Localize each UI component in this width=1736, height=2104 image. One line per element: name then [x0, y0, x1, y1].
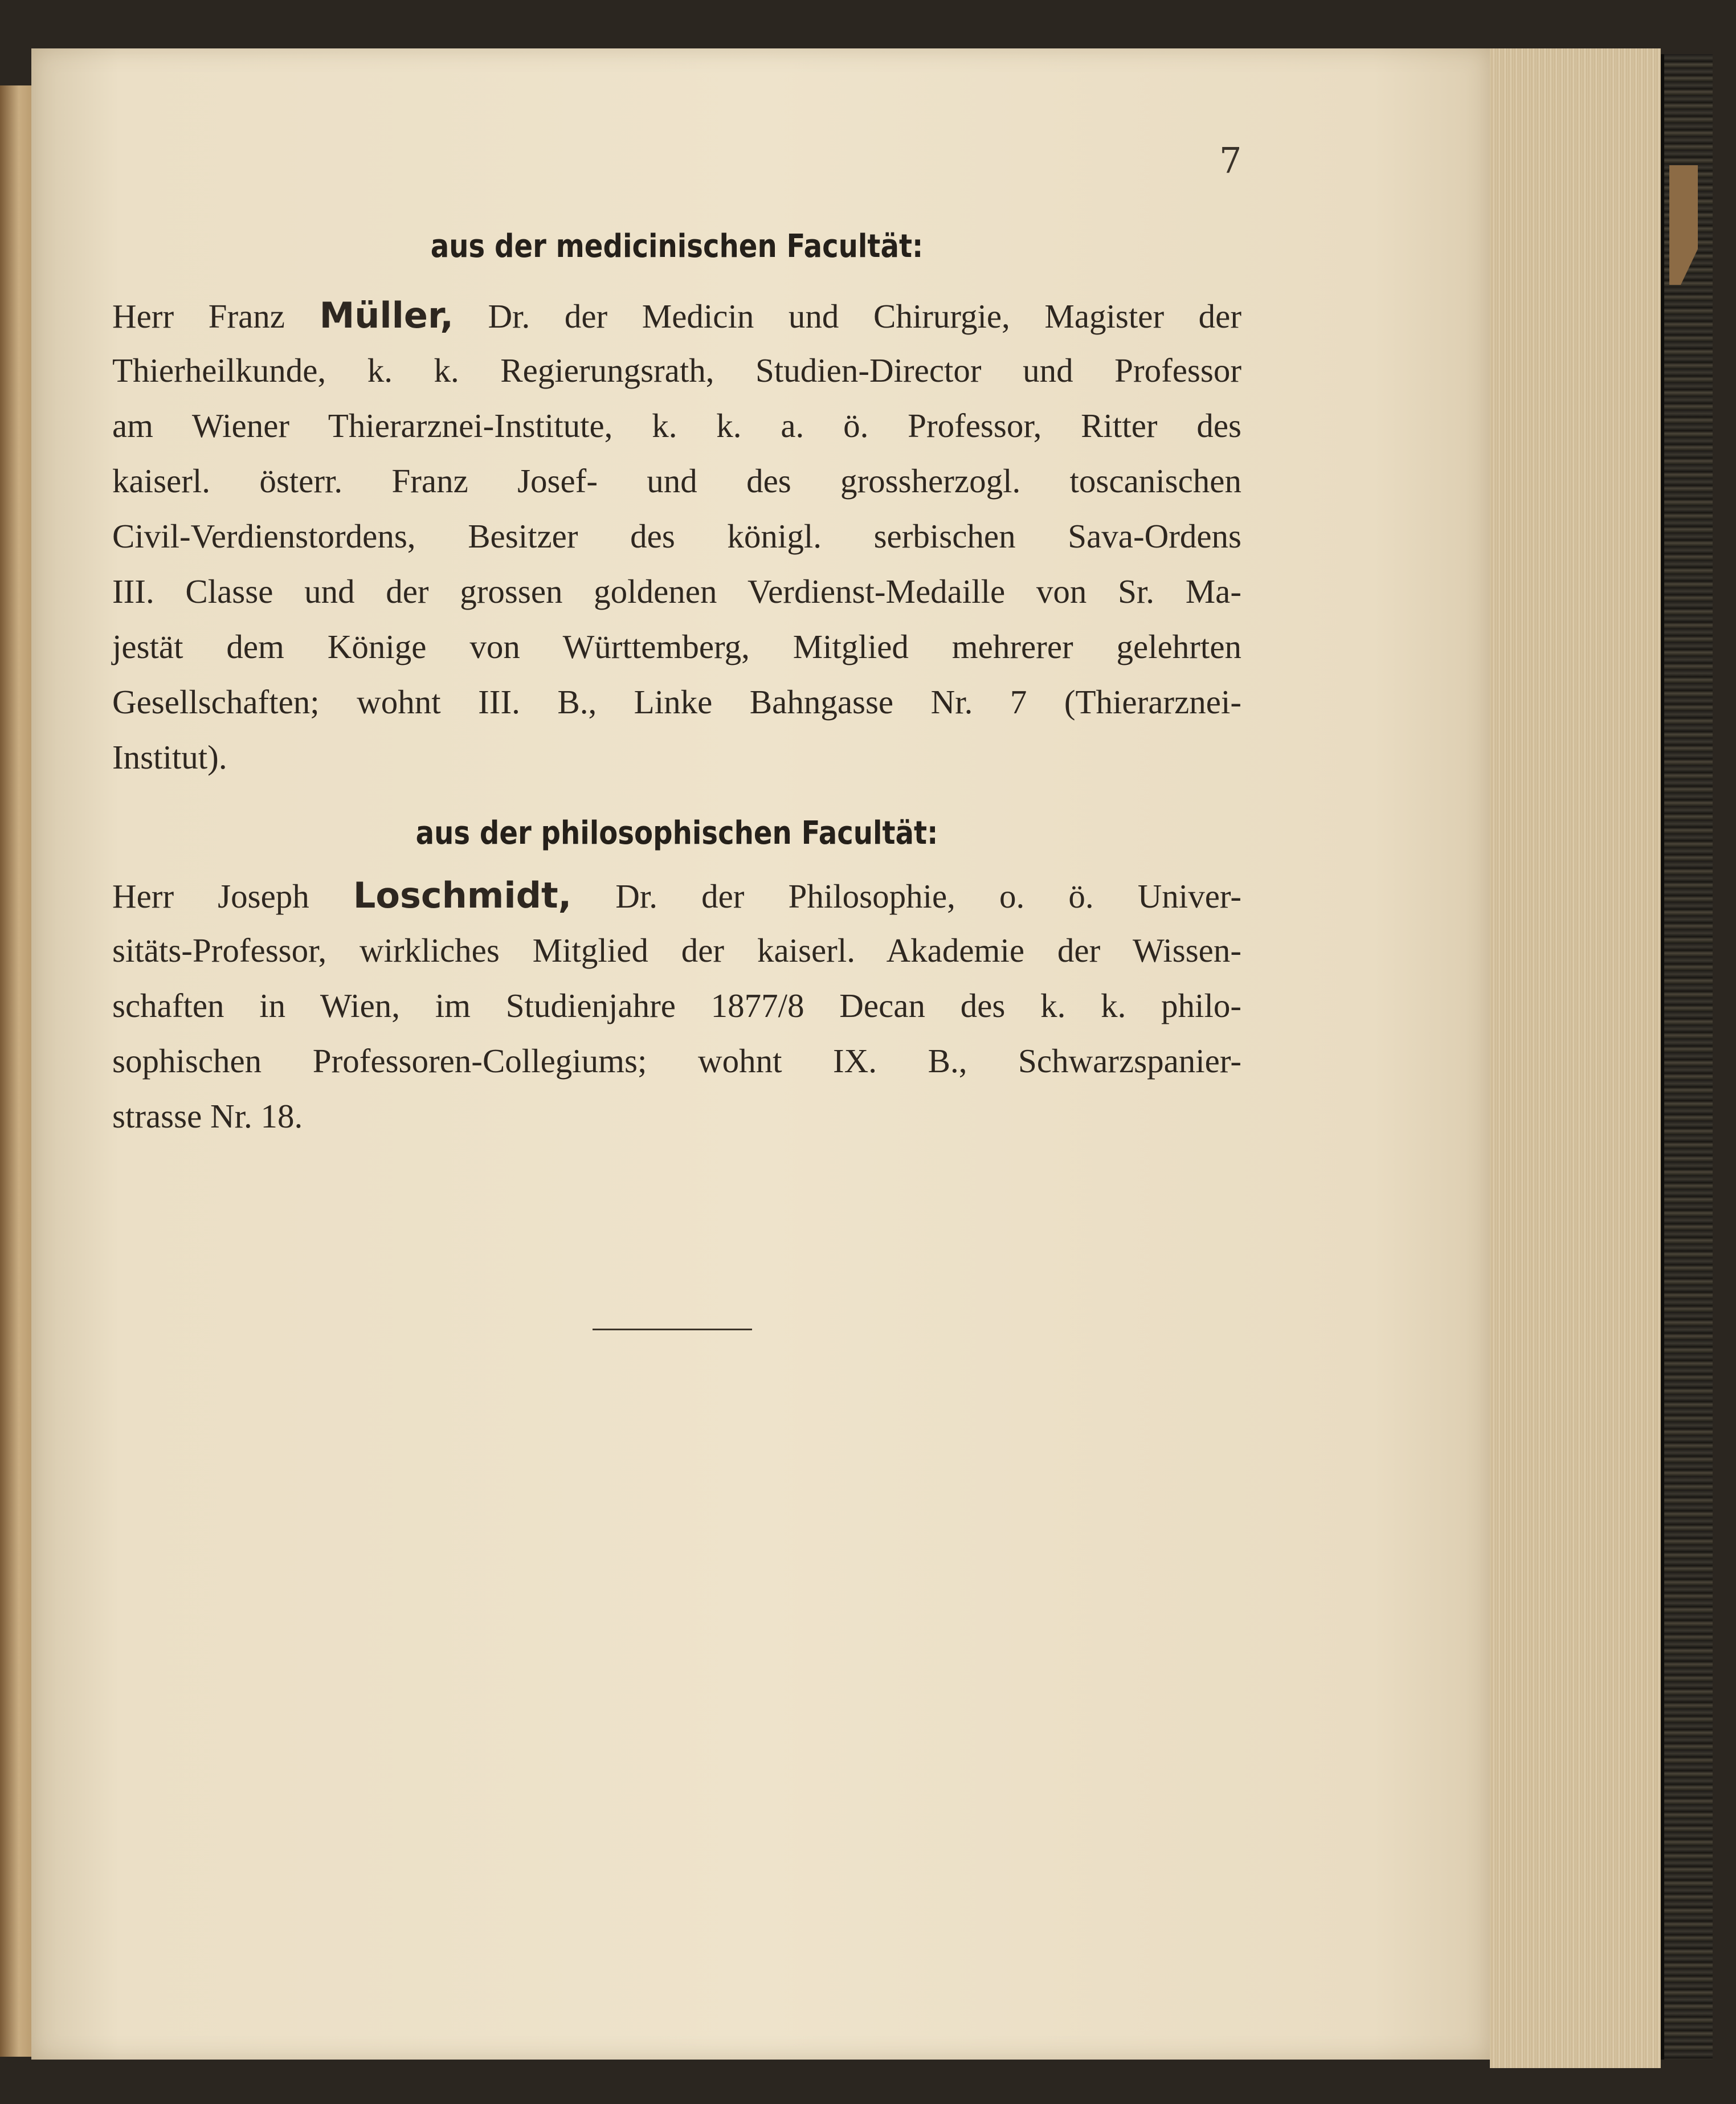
- paragraph-mueller: [112, 288, 1241, 785]
- text-line: III. Classe und der grossen goldenen Verdienst-Medaille von Sr. Ma-: [112, 573, 1241, 610]
- book-cover-spine: [1661, 54, 1713, 2060]
- text-line: jestät dem Könige von Württemberg, Mitglied mehrerer gelehrten: [112, 628, 1241, 665]
- text-line: am Wiener Thierarznei-Institute, k. k. a. ö. Professor, Ritter des: [112, 407, 1241, 444]
- text-line: sitäts-Professor, wirkliches Mitglied der kaiserl. Akademie der Wissen-: [112, 932, 1241, 969]
- left-page-edge: [0, 85, 34, 2057]
- text-line: Herr Franz Müller, Dr. der Medicin und Chirurgie, Magister der: [112, 295, 1241, 336]
- page-number: 7: [1219, 140, 1242, 181]
- closing-rule: [593, 1329, 752, 1330]
- section-heading-philosophy: aus der philosophischen Facultät:: [415, 815, 938, 852]
- text-line: kaiserl. österr. Franz Josef- und des grossherzogl. toscanischen: [112, 462, 1241, 500]
- text-line: schaften in Wien, im Studienjahre 1877/8 Decan des k. k. philo-: [112, 987, 1241, 1024]
- text-line: Civil-Verdienstordens, Besitzer des königl. serbischen Sava-Ordens: [112, 517, 1241, 555]
- page-edges: [1490, 48, 1661, 2068]
- text-line: Institut).: [112, 738, 227, 776]
- text-line: strasse Nr. 18.: [112, 1097, 303, 1135]
- person-name: Loschmidt,: [353, 875, 572, 916]
- person-name: Müller,: [319, 295, 454, 336]
- text-line: Gesellschaften; wohnt III. B., Linke Bahngasse Nr. 7 (Thierarznei-: [112, 683, 1241, 721]
- section-heading-medicine: aus der medicinischen Facultät:: [430, 228, 924, 265]
- text-line: sophischen Professoren-Collegiums; wohnt IX. B., Schwarzspanier-: [112, 1042, 1241, 1080]
- text-line: Herr Joseph Loschmidt, Dr. der Philosophie, o. ö. Univer-: [112, 875, 1241, 916]
- text-line: Thierheilkunde, k. k. Regierungsrath, Studien-Director und Professor: [112, 352, 1241, 389]
- paragraph-loschmidt: [112, 868, 1241, 1144]
